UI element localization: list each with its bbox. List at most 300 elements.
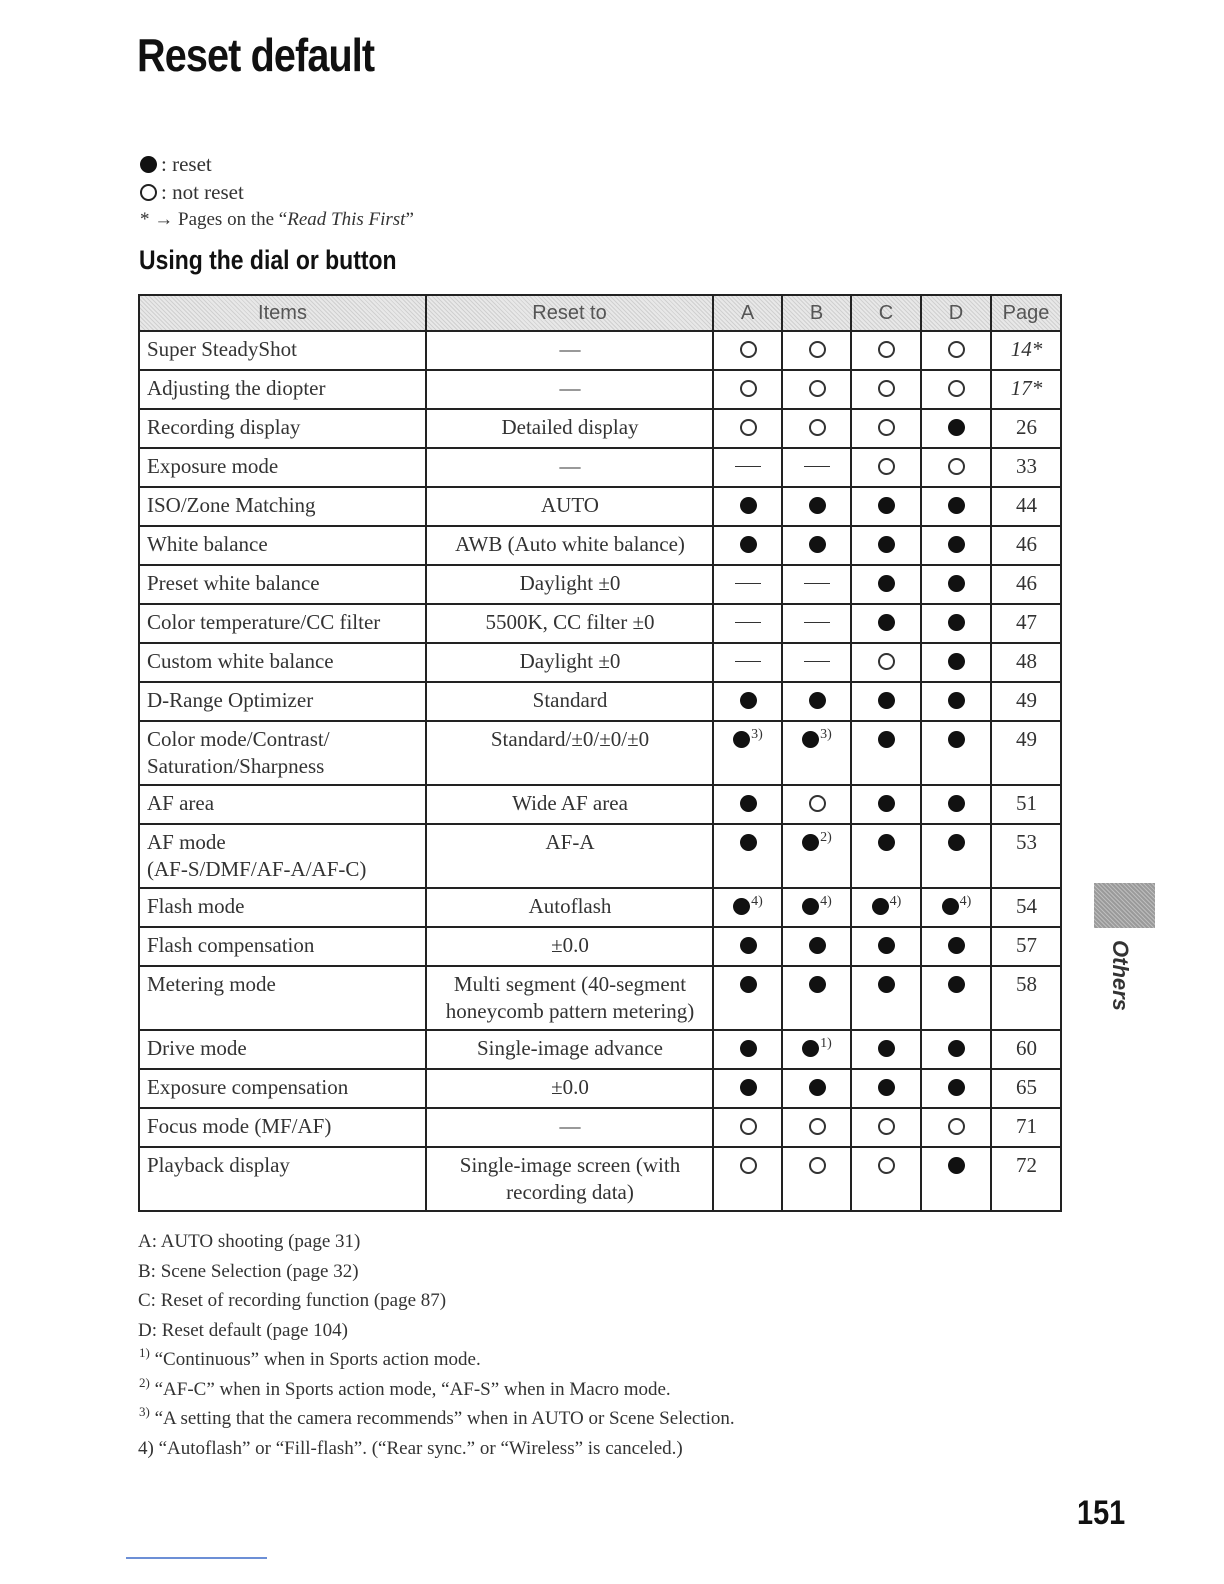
page-title: Reset default [137, 29, 375, 81]
mode-d-cell [921, 927, 991, 966]
item-label: Exposure mode [147, 454, 279, 478]
mode-a-cell [713, 370, 782, 409]
mode-b-cell [782, 721, 851, 785]
page-cell: 17* [991, 370, 1061, 409]
mode-a-cell [713, 331, 782, 370]
item-cell [139, 643, 426, 682]
page-cell: 65 [991, 1069, 1061, 1108]
item-cell [139, 966, 426, 1030]
item-cell [139, 824, 426, 888]
page-cell: 49 [991, 721, 1061, 785]
item-label: AF area [147, 791, 215, 815]
hollow-circle-icon [809, 795, 826, 812]
table-row [139, 565, 1061, 604]
table-row [139, 888, 1061, 927]
header-d: D [921, 295, 991, 331]
mode-b-cell [782, 370, 851, 409]
filled-circle-icon [733, 731, 750, 748]
mode-d-cell [921, 721, 991, 785]
reset-value: Standard/±0/±0/±0 [490, 727, 650, 751]
page-cell: 53 [991, 824, 1061, 888]
footnote-ref: 4) [889, 894, 902, 909]
mode-c-cell [851, 448, 921, 487]
footnote-text: “AF-C” when in Sports action mode, “AF-S” when in Macro mode. [149, 1378, 671, 1400]
item-cell [139, 1030, 426, 1069]
mode-d-cell [921, 370, 991, 409]
page-cell: 14* [991, 331, 1061, 370]
mode-b-cell [782, 643, 851, 682]
reset-to-cell [426, 721, 713, 785]
reset-value: honeycomb pattern metering) [445, 999, 695, 1023]
reset-value: Single-image screen (with [459, 1153, 681, 1177]
item-cell [139, 785, 426, 824]
mode-b-cell [782, 1030, 851, 1069]
footnote-mark: 3) [139, 1404, 150, 1419]
item-cell [139, 526, 426, 565]
item-cell [139, 888, 426, 927]
table-row [139, 927, 1061, 966]
mode-c-cell [851, 927, 921, 966]
reset-to-cell [426, 1069, 713, 1108]
legend-note-prefix: * → Pages on the “ [140, 209, 288, 230]
reset-to-cell [426, 409, 713, 448]
reset-value: AF-A [545, 830, 595, 854]
chapter-label: Others [1108, 940, 1133, 1011]
table-row [139, 448, 1061, 487]
footnote: 4) “Autoflash” or “Fill-flash”. (“Rear sync.” or “Wireless” is canceled.) [138, 1437, 683, 1459]
filled-circle-icon [740, 795, 757, 812]
mode-a-cell [713, 824, 782, 888]
item-cell [139, 604, 426, 643]
legend-reset-label: : reset [161, 152, 212, 176]
hollow-circle-icon [948, 341, 965, 358]
mode-d-cell [921, 409, 991, 448]
reset-value: AWB (Auto white balance) [455, 532, 685, 556]
mode-c-cell [851, 1030, 921, 1069]
filled-circle-icon [878, 937, 895, 954]
item-label: (AF-S/DMF/AF-A/AF-C) [147, 857, 367, 881]
reset-to-cell [426, 565, 713, 604]
mode-b-cell [782, 448, 851, 487]
mode-a-cell [713, 1147, 782, 1211]
filled-circle-icon [809, 692, 826, 709]
page-cell: 60 [991, 1030, 1061, 1069]
filled-circle-icon [809, 497, 826, 514]
item-label: Recording display [147, 415, 301, 439]
reset-to-cell [426, 1108, 713, 1147]
filled-circle-icon [878, 497, 895, 514]
page-cell: 58 [991, 966, 1061, 1030]
legend-reset [140, 150, 414, 178]
footnote-text: “Continuous” when in Sports action mode. [149, 1349, 481, 1370]
table-row [139, 1069, 1061, 1108]
page-cell: 44 [991, 487, 1061, 526]
item-cell [139, 448, 426, 487]
filled-circle-icon [878, 692, 895, 709]
mode-a-cell [713, 1108, 782, 1147]
table-row [139, 1147, 1061, 1211]
filled-circle-icon [948, 1079, 965, 1096]
mode-a-cell [713, 409, 782, 448]
reset-to-cell [426, 1030, 713, 1069]
reset-to-cell [426, 888, 713, 927]
filled-circle-icon [948, 614, 965, 631]
filled-circle-icon [948, 575, 965, 592]
page-cell: 46 [991, 565, 1061, 604]
mode-d-cell [921, 1030, 991, 1069]
mode-a-cell [713, 448, 782, 487]
filled-circle-icon [872, 898, 889, 915]
mode-a-cell [713, 487, 782, 526]
hollow-circle-icon [740, 380, 757, 397]
filled-circle-icon [878, 575, 895, 592]
footnote-ref: 4) [820, 894, 832, 909]
dash-icon [804, 583, 830, 585]
hollow-circle-icon [878, 1118, 895, 1135]
mode-d-cell [921, 448, 991, 487]
item-label: White balance [147, 532, 268, 556]
mode-c-cell [851, 604, 921, 643]
reset-to-cell [426, 487, 713, 526]
table-body [139, 331, 1061, 1211]
filled-circle-icon [740, 976, 757, 993]
table-row [139, 487, 1061, 526]
symbol-legend [140, 150, 414, 234]
filled-circle-icon [802, 731, 819, 748]
reset-value: ±0.0 [551, 933, 589, 957]
header-items: Items [139, 295, 426, 331]
mode-b-cell [782, 565, 851, 604]
filled-circle-icon [948, 976, 965, 993]
filled-circle-icon [809, 937, 826, 954]
item-label: Exposure compensation [147, 1075, 349, 1099]
mode-b-cell [782, 785, 851, 824]
filled-circle-icon [740, 692, 757, 709]
page-cell: 46 [991, 526, 1061, 565]
item-label: Flash compensation [147, 933, 315, 957]
mode-b-cell [782, 409, 851, 448]
item-label: D-Range Optimizer [147, 688, 314, 712]
table-row [139, 604, 1061, 643]
reset-value: — [559, 376, 581, 400]
footnote-ref: 1) [820, 1036, 832, 1051]
mode-b-cell [782, 824, 851, 888]
mode-c-cell [851, 682, 921, 721]
item-label: Custom white balance [147, 649, 334, 673]
footnote-text: “A setting that the camera recommends” when in AUTO or Scene Selection. [149, 1408, 735, 1429]
reset-value: Wide AF area [512, 791, 628, 815]
hollow-circle-icon [740, 1118, 757, 1135]
filled-circle-icon [878, 1079, 895, 1096]
reset-value: AUTO [541, 493, 599, 517]
hollow-circle-icon [878, 1157, 895, 1174]
footnote-ref: 3) [820, 727, 832, 742]
item-cell [139, 927, 426, 966]
footnote-mark: 2) [139, 1374, 150, 1390]
item-label: Flash mode [147, 894, 245, 918]
filled-circle-icon [948, 419, 965, 436]
mode-a-cell [713, 966, 782, 1030]
table-row [139, 682, 1061, 721]
hollow-circle-icon [140, 184, 157, 201]
mode-b-cell [782, 1147, 851, 1211]
table-row [139, 409, 1061, 448]
mode-a-cell [713, 1069, 782, 1108]
footnote-mark: 1) [139, 1345, 150, 1360]
page-cell: 51 [991, 785, 1061, 824]
item-label: Playback display [147, 1153, 290, 1177]
mode-d-cell [921, 966, 991, 1030]
mode-c-cell [851, 785, 921, 824]
section-title: Using the dial or button [139, 245, 397, 275]
page-cell: 71 [991, 1108, 1061, 1147]
page-cell: 33 [991, 448, 1061, 487]
column-note: B: Scene Selection (page 32) [138, 1260, 359, 1282]
mode-c-cell [851, 409, 921, 448]
item-cell [139, 487, 426, 526]
item-label: Metering mode [147, 972, 276, 996]
hollow-circle-icon [740, 419, 757, 436]
dash-icon [735, 583, 761, 585]
mode-a-cell [713, 1030, 782, 1069]
footnote [138, 1404, 735, 1434]
mode-d-cell [921, 888, 991, 927]
filled-circle-icon [878, 976, 895, 993]
reset-value: Autoflash [528, 894, 612, 918]
filled-circle-icon [948, 1157, 965, 1174]
mode-b-cell [782, 331, 851, 370]
page-number: 151 [1077, 1494, 1126, 1532]
reset-to-cell [426, 682, 713, 721]
item-label: AF mode [147, 830, 226, 854]
reset-value: Multi segment (40-segment [453, 972, 687, 996]
filled-circle-icon [740, 1079, 757, 1096]
reset-value: — [559, 454, 581, 478]
chapter-tab [1094, 883, 1155, 928]
reset-to-cell [426, 604, 713, 643]
filled-circle-icon [878, 1040, 895, 1057]
table-row [139, 966, 1061, 1030]
mode-b-cell [782, 966, 851, 1030]
reset-to-cell [426, 370, 713, 409]
filled-circle-icon [733, 898, 750, 915]
legend-not-reset-label: : not reset [161, 180, 244, 204]
item-label: Super SteadyShot [147, 337, 297, 361]
reset-to-cell [426, 331, 713, 370]
filled-circle-icon [878, 795, 895, 812]
reset-table [138, 294, 1062, 1212]
mode-c-cell [851, 1147, 921, 1211]
hollow-circle-icon [809, 1157, 826, 1174]
filled-circle-icon [740, 536, 757, 553]
filled-circle-icon [802, 898, 819, 915]
table-row [139, 824, 1061, 888]
mode-a-cell [713, 888, 782, 927]
dash-icon [804, 622, 830, 624]
footnote [138, 1375, 735, 1405]
item-cell [139, 1147, 426, 1211]
page-cell: 72 [991, 1147, 1061, 1211]
footnote-ref: 4) [959, 894, 972, 909]
mode-b-cell [782, 927, 851, 966]
mode-b-cell [782, 1069, 851, 1108]
mode-b-cell [782, 888, 851, 927]
reset-to-cell [426, 785, 713, 824]
table-row [139, 1030, 1061, 1069]
page-cell: 48 [991, 643, 1061, 682]
page-cell: 47 [991, 604, 1061, 643]
item-cell [139, 409, 426, 448]
filled-circle-icon [809, 536, 826, 553]
dash-icon [804, 661, 830, 663]
item-label: Color mode/Contrast/ [147, 727, 330, 751]
page-cell: 54 [991, 888, 1061, 927]
item-label: Focus mode (MF/AF) [147, 1114, 332, 1138]
reset-value: — [559, 337, 581, 361]
filled-circle-icon [802, 834, 819, 851]
table-row [139, 331, 1061, 370]
hollow-circle-icon [740, 1157, 757, 1174]
reset-value: Detailed display [501, 415, 639, 439]
mode-d-cell [921, 1147, 991, 1211]
mode-d-cell [921, 526, 991, 565]
legend-page-note [140, 206, 414, 234]
hollow-circle-icon [948, 1118, 965, 1135]
table-row [139, 370, 1061, 409]
hollow-circle-icon [878, 380, 895, 397]
filled-circle-icon [740, 834, 757, 851]
filled-circle-icon [948, 692, 965, 709]
notes [138, 1227, 735, 1463]
hollow-circle-icon [809, 1118, 826, 1135]
filled-circle-icon [948, 653, 965, 670]
mode-b-cell [782, 682, 851, 721]
mode-c-cell [851, 331, 921, 370]
dash-icon [735, 466, 761, 468]
header-reset-to: Reset to [426, 295, 713, 331]
mode-b-cell [782, 487, 851, 526]
mode-d-cell [921, 604, 991, 643]
column-note: C: Reset of recording function (page 87) [138, 1290, 447, 1311]
mode-c-cell [851, 370, 921, 409]
mode-c-cell [851, 721, 921, 785]
filled-circle-icon [878, 536, 895, 553]
reset-value: Daylight ±0 [519, 649, 621, 673]
legend-not-reset [140, 178, 414, 206]
mode-d-cell [921, 643, 991, 682]
filled-circle-icon [878, 614, 895, 631]
filled-circle-icon [948, 795, 965, 812]
filled-circle-icon [740, 1040, 757, 1057]
filled-circle-icon [948, 497, 965, 514]
mode-a-cell [713, 565, 782, 604]
footnote [138, 1345, 735, 1375]
header-c: C [851, 295, 921, 331]
mode-c-cell [851, 888, 921, 927]
mode-c-cell [851, 824, 921, 888]
mode-c-cell [851, 526, 921, 565]
mode-a-cell [713, 682, 782, 721]
filled-circle-icon [809, 1079, 826, 1096]
hollow-circle-icon [948, 458, 965, 475]
mode-d-cell [921, 682, 991, 721]
item-label: Saturation/Sharpness [147, 754, 325, 778]
item-label: Preset white balance [147, 571, 320, 595]
hollow-circle-icon [878, 341, 895, 358]
table-header-row [139, 295, 1061, 331]
table-row [139, 526, 1061, 565]
filled-circle-icon [802, 1040, 819, 1057]
mode-c-cell [851, 643, 921, 682]
filled-circle-icon [140, 156, 157, 173]
mode-b-cell [782, 1108, 851, 1147]
dash-icon [804, 466, 830, 468]
legend-note-book: Read This First [287, 209, 406, 230]
hollow-circle-icon [878, 458, 895, 475]
filled-circle-icon [878, 731, 895, 748]
mode-a-cell [713, 785, 782, 824]
reset-value: Daylight ±0 [519, 571, 621, 595]
footer-rule [126, 1557, 267, 1559]
reset-to-cell [426, 643, 713, 682]
header-b: B [782, 295, 851, 331]
mode-c-cell [851, 1069, 921, 1108]
hollow-circle-icon [878, 653, 895, 670]
item-cell [139, 565, 426, 604]
table-row [139, 1108, 1061, 1147]
item-cell [139, 682, 426, 721]
mode-a-cell [713, 721, 782, 785]
mode-d-cell [921, 565, 991, 604]
table-row [139, 643, 1061, 682]
filled-circle-icon [948, 731, 965, 748]
filled-circle-icon [942, 898, 959, 915]
mode-d-cell [921, 824, 991, 888]
hollow-circle-icon [809, 419, 826, 436]
filled-circle-icon [740, 937, 757, 954]
hollow-circle-icon [809, 341, 826, 358]
filled-circle-icon [740, 497, 757, 514]
dash-icon [735, 622, 761, 624]
item-label: Adjusting the diopter [147, 376, 326, 400]
mode-d-cell [921, 331, 991, 370]
column-note: A: AUTO shooting (page 31) [138, 1231, 361, 1252]
item-cell [139, 721, 426, 785]
mode-d-cell [921, 1069, 991, 1108]
mode-a-cell [713, 526, 782, 565]
filled-circle-icon [878, 834, 895, 851]
filled-circle-icon [948, 536, 965, 553]
reset-to-cell [426, 526, 713, 565]
item-cell [139, 1108, 426, 1147]
footnote-ref: 3) [751, 727, 763, 742]
page-cell: 57 [991, 927, 1061, 966]
reset-value: — [559, 1114, 581, 1138]
header-a: A [713, 295, 782, 331]
reset-to-cell [426, 966, 713, 1030]
table-row [139, 721, 1061, 785]
hollow-circle-icon [809, 380, 826, 397]
reset-value: recording data) [506, 1180, 634, 1204]
reset-value: 5500K, CC filter ±0 [485, 610, 655, 634]
hollow-circle-icon [948, 380, 965, 397]
mode-a-cell [713, 927, 782, 966]
footnote-ref: 2) [820, 830, 832, 845]
mode-c-cell [851, 1108, 921, 1147]
mode-b-cell [782, 526, 851, 565]
reset-to-cell [426, 824, 713, 888]
filled-circle-icon [948, 937, 965, 954]
